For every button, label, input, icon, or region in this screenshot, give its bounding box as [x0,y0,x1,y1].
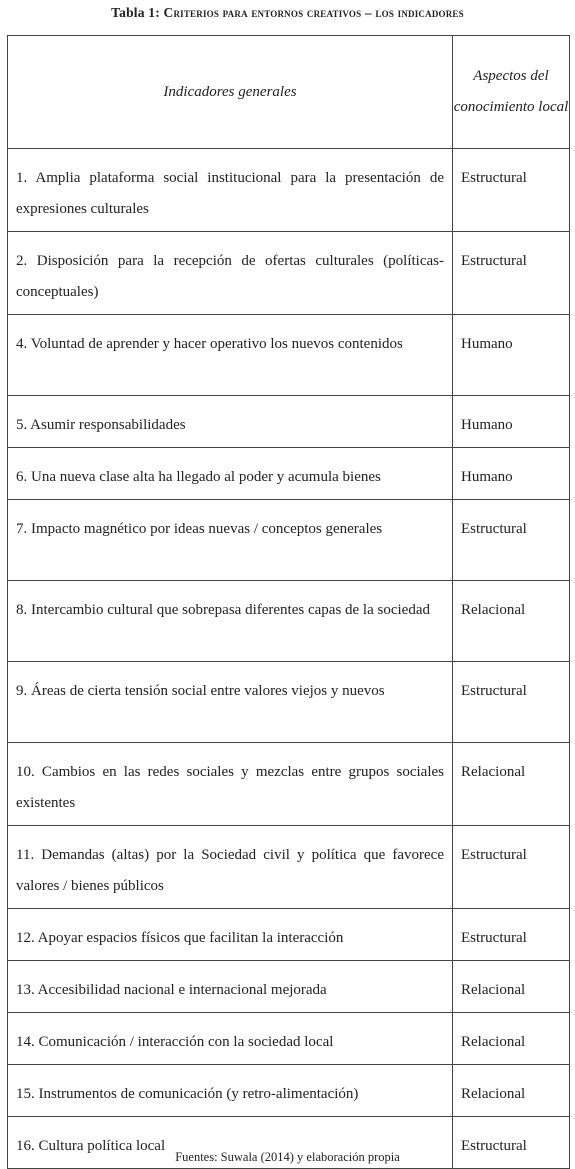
caption-label: Tabla 1: [111,5,160,20]
indicator-cell: 2. Disposición para la recepción de ofertas culturales (políticas-conceptuales) [8,232,453,315]
table-row [8,909,570,961]
aspect-cell: Estructural [453,500,570,581]
indicator-cell: 11. Demandas (altas) por la Sociedad civil y política que favorece valores / bienes públicos [8,826,453,909]
aspect-cell: Relacional [453,743,570,826]
aspect-cell: Relacional [453,581,570,662]
table-row [8,232,570,315]
aspect-cell: Estructural [453,909,570,961]
indicator-cell: 12. Apoyar espacios físicos que facilitan la interacción [8,909,453,961]
aspect-cell: Estructural [453,149,570,232]
indicator-cell: 5. Asumir responsabilidades [8,396,453,448]
indicator-cell: 13. Accesibilidad nacional e internacional mejorada [8,961,453,1013]
indicator-cell: 4. Voluntad de aprender y hacer operativo los nuevos contenidos [8,315,453,396]
aspect-cell: Humano [453,448,570,500]
indicator-cell: 10. Cambios en las redes sociales y mezclas entre grupos sociales existentes [8,743,453,826]
indicator-cell: 8. Intercambio cultural que sobrepasa diferentes capas de la sociedad [8,581,453,662]
aspect-cell: Estructural [453,662,570,743]
aspect-cell: Relacional [453,1013,570,1065]
table-row [8,1013,570,1065]
table-row [8,396,570,448]
aspect-cell: Estructural [453,826,570,909]
table-row [8,315,570,396]
indicator-cell: 6. Una nueva clase alta ha llegado al poder y acumula bienes [8,448,453,500]
table-row [8,662,570,743]
indicator-cell: 16. Cultura política local [8,1117,453,1169]
aspect-cell: Relacional [453,961,570,1013]
aspect-cell: Humano [453,396,570,448]
table-row [8,581,570,662]
aspect-cell: Relacional [453,1065,570,1117]
caption-title: Criterios para entornos creativos – los indicadores [163,5,464,20]
indicators-table [7,35,570,1169]
table-row [8,826,570,909]
header-indicators: Indicadores generales [8,36,453,149]
header-row [8,36,570,149]
table-row [8,448,570,500]
table-source-note: Fuentes: Suwala (2014) y elaboración propia [175,1150,400,1164]
indicator-cell: 15. Instrumentos de comunicación (y retro-alimentación) [8,1065,453,1117]
indicator-cell: 1. Amplia plataforma social institucional para la presentación de expresiones culturales [8,149,453,232]
aspect-cell: Estructural [453,1117,570,1169]
table-row [8,743,570,826]
aspect-cell: Estructural [453,232,570,315]
table-row [8,961,570,1013]
indicator-cell: 7. Impacto magnético por ideas nuevas / conceptos generales [8,500,453,581]
indicator-cell: 14. Comunicación / interacción con la sociedad local [8,1013,453,1065]
indicator-cell: 9. Áreas de cierta tensión social entre valores viejos y nuevos [8,662,453,743]
table-row [8,500,570,581]
header-aspects: Aspectos del conocimiento local [453,36,570,149]
table-row [8,149,570,232]
aspect-cell: Humano [453,315,570,396]
table-row [8,1065,570,1117]
table-caption [0,5,575,21]
